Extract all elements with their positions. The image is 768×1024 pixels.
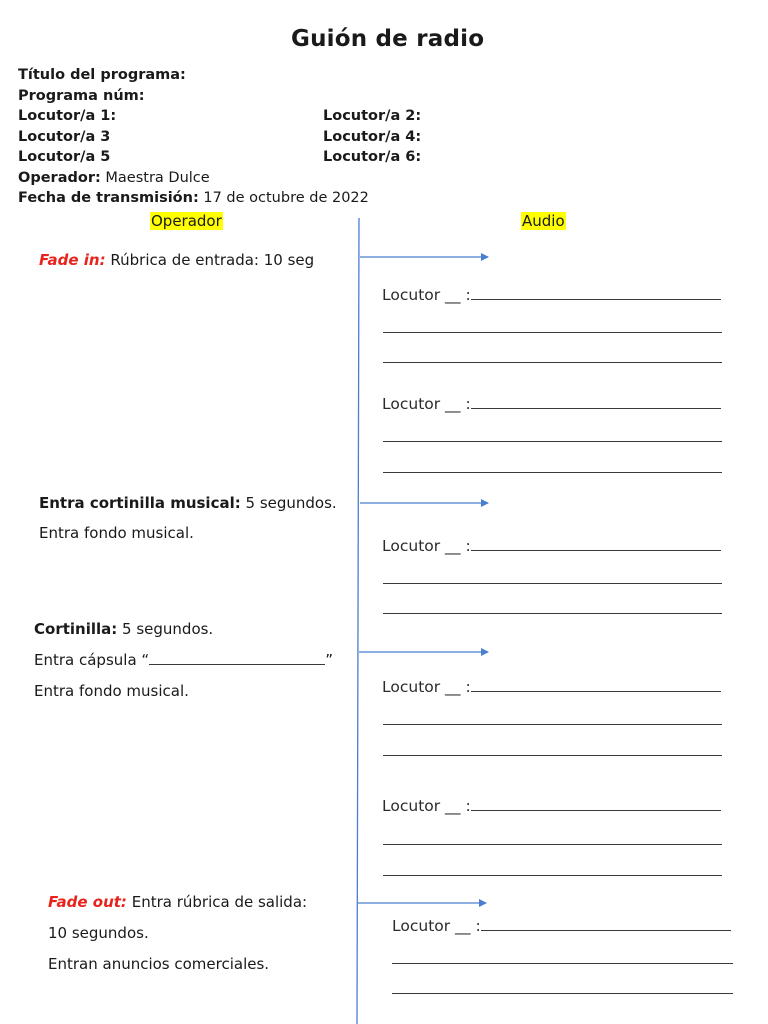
blank-line xyxy=(383,875,722,876)
fade-in-label: Fade in: xyxy=(39,251,106,269)
blank-line xyxy=(392,963,733,964)
cue-fade-in: Fade in: Rúbrica de entrada: 10 seg xyxy=(39,251,315,269)
programa-field: Programa núm: xyxy=(18,87,145,104)
blank-line xyxy=(383,844,722,845)
capsula-blank xyxy=(149,663,325,665)
blank-line xyxy=(383,724,722,725)
blank-line xyxy=(383,441,722,442)
audio-column-label: Audio xyxy=(522,212,565,230)
locutor-line-5: Locutor __ : xyxy=(382,797,721,815)
locutor2-field: Locutor/a 2: xyxy=(323,108,422,124)
locutor4-field: Locutor/a 4: xyxy=(323,128,422,145)
locutor-line-2: Locutor __ : xyxy=(382,395,721,413)
titulo-field: Título del programa: xyxy=(18,67,186,83)
cue-cortinilla: Cortinilla: 5 segundos. Entra cápsula “ ” Entra fondo musical. xyxy=(34,620,333,700)
operador-column-label: Operador xyxy=(151,212,222,230)
blank-line xyxy=(383,472,722,473)
blank-line xyxy=(383,332,722,333)
locutor-line-4: Locutor __ : xyxy=(382,678,721,696)
blank-line xyxy=(392,993,733,994)
locutor-line-1: Locutor __ : xyxy=(382,286,721,304)
locutor-line-3: Locutor __ : xyxy=(382,537,721,555)
blank-line xyxy=(383,583,722,584)
fecha-field: Fecha de transmisión: 17 de octubre de 2022 xyxy=(18,190,369,206)
page-title: Guión de radio xyxy=(291,26,485,52)
locutor6-field: Locutor/a 6: xyxy=(323,149,422,165)
locutor5-field: Locutor/a 5 xyxy=(18,149,111,165)
fade-out-label: Fade out: xyxy=(48,893,127,911)
locutor3-field: Locutor/a 3 xyxy=(18,128,111,145)
cue-fade-out: Fade out: Entra rúbrica de salida: 10 segundos. Entran anuncios comerciales. xyxy=(48,893,308,973)
blank-line xyxy=(383,613,722,614)
blank-line xyxy=(383,755,722,756)
locutor1-field: Locutor/a 1: xyxy=(18,108,117,124)
cue-cortinilla-musical: Entra cortinilla musical: 5 segundos. Entra fondo musical. xyxy=(39,494,337,542)
locutor-line-6: Locutor __ : xyxy=(392,917,731,935)
operador-field: Operador: Maestra Dulce xyxy=(18,169,210,186)
blank-line xyxy=(383,362,722,363)
